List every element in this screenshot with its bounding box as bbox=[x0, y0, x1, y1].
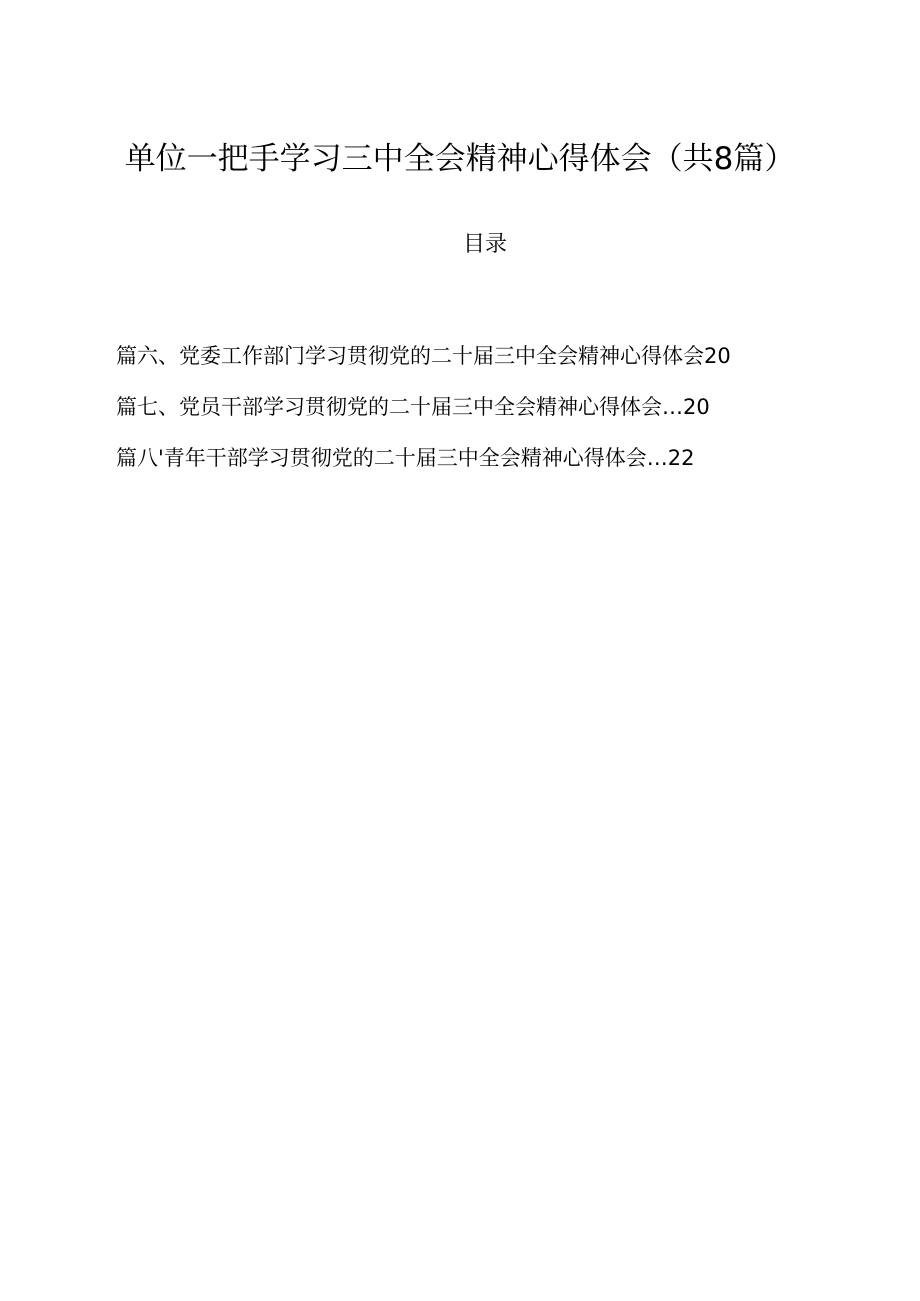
toc-entry[interactable] bbox=[116, 442, 816, 474]
toc-entry-text: 篇八'青年干部学习贯彻党的二十届三中全会精神心得体会… bbox=[116, 446, 668, 470]
toc-entry-page: 22 bbox=[667, 446, 695, 470]
toc-list bbox=[116, 340, 816, 493]
toc-entry-text: 篇七、党员干部学习贯彻党的二十届三中全会精神心得体会… bbox=[116, 395, 683, 419]
toc-heading: 目录 bbox=[462, 232, 507, 257]
toc-entry-page: 20 bbox=[704, 344, 731, 368]
toc-entry[interactable] bbox=[116, 391, 816, 423]
document-title: 单位一把手学习三中全会精神心得体会（共8篇） bbox=[124, 141, 796, 177]
toc-entry-page: 20 bbox=[683, 395, 710, 419]
toc-entry[interactable] bbox=[116, 340, 816, 372]
toc-entry-text: 篇六、党委工作部门学习贯彻党的二十届三中全会精神心得体会 bbox=[116, 344, 704, 368]
